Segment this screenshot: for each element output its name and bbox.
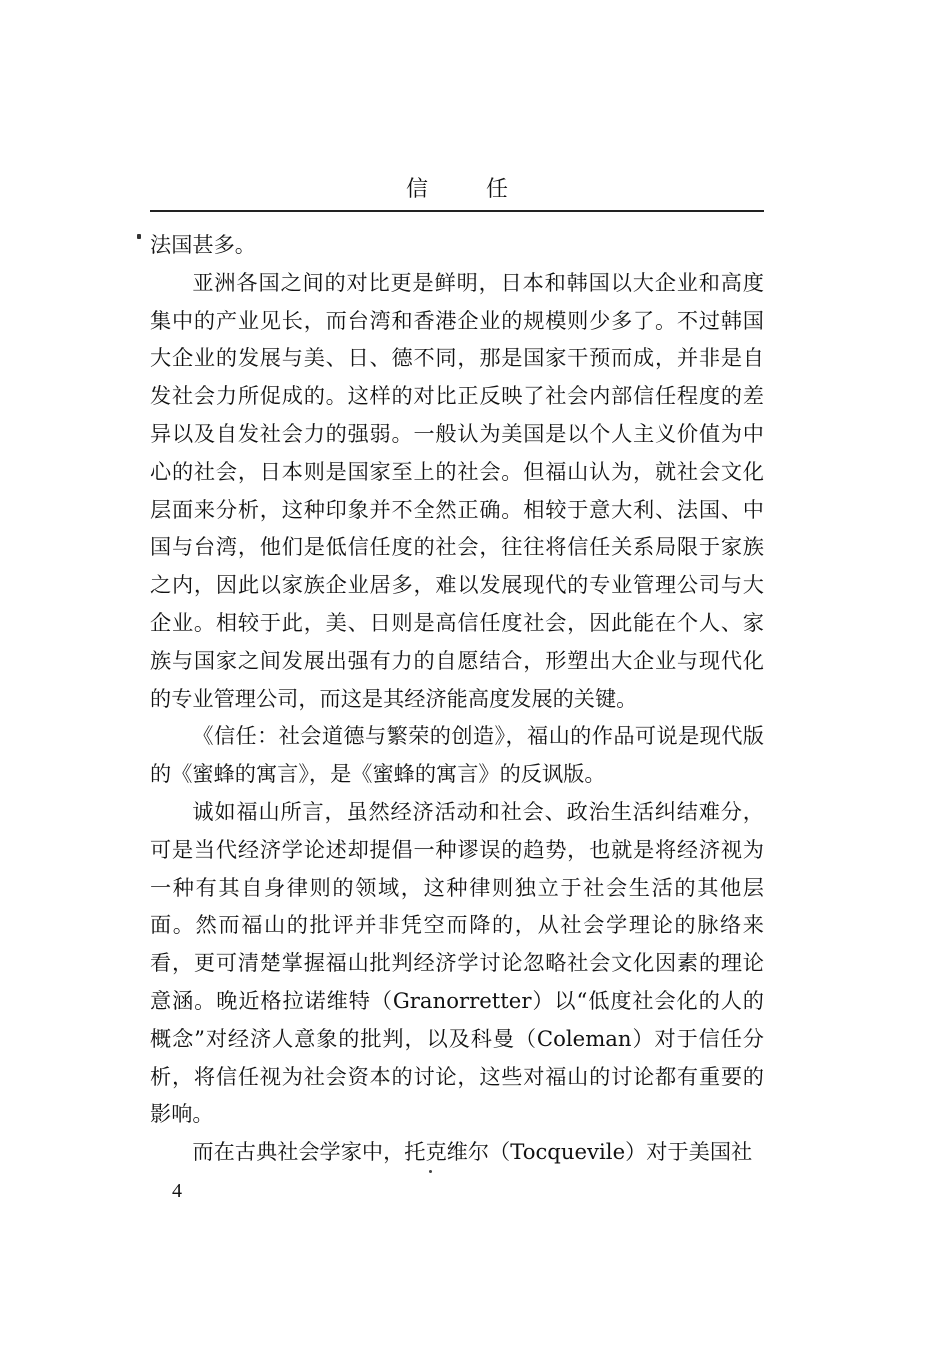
page-number: 4 [172,1180,182,1202]
body-text [150,226,764,1171]
paragraph-continued: 法国甚多。 [150,232,256,257]
header-rule [150,210,764,212]
running-head: 信任 [405,177,566,202]
stray-dot [429,1170,432,1173]
paragraph-asia-comparison: 亚洲各国之间的对比更是鲜明，日本和韩国以大企业和高度集中的产业见长，而台湾和香港企业的规模则少多了。不过韩国大企业的发展与美、日、德不同，那是国家干预而成，并非是自发社会力所促成的。这样的对比正反映了社会内部信任程度的差异以及自发社会力的强弱。一般认为美国是以个人主义价值为中心的社会，日本则是国家至上的社会。但福山认为，就社会文化层面来分析，这种印象并不全然正确。相较于意大利、法国、中国与台湾，他们是低信任度的社会，往往将信任关系局限于家族之内，因此以家族企业居多，难以发展现代的专业管理公司与大企业。相较于此，美、日则是高信任度社会，因此能在个人、家族与国家之间发展出强有力的自愿结合，形塑出大企业与现代化的专业管理公司，而这是其经济能高度发展的关键。 [150,269,764,711]
paragraph-economics-critique: 诚如福山所言，虽然经济活动和社会、政治生活纠结难分，可是当代经济学论述却提倡一种谬误的趋势，也就是将经济视为一种有其自身律则的领域，这种律则独立于社会生活的其他层面。然而福山的批评并非凭空而降的，从社会学理论的脉络来看，更可清楚掌握福山批判经济学讨论忽略社会文化因素的理论意涵。晚近格拉诺维特（Granorretter）以“低度社会化的人的概念”对经济人意象的批判，以及科曼（Coleman）对于信任分析，将信任视为社会资本的讨论，这些对福山的讨论都有重要的影响。 [150,798,764,1127]
paragraph-trust-book: 《信任：社会道德与繁荣的创造》，福山的作品可说是现代版的《蜜蜂的寓言》，是《蜜蜂的寓言》的反讽版。 [150,723,764,787]
paragraph-classical-sociology: 而在古典社会学家中，托克维尔（Tocquevile）对于美国社 [192,1139,753,1165]
margin-mark [137,234,141,239]
